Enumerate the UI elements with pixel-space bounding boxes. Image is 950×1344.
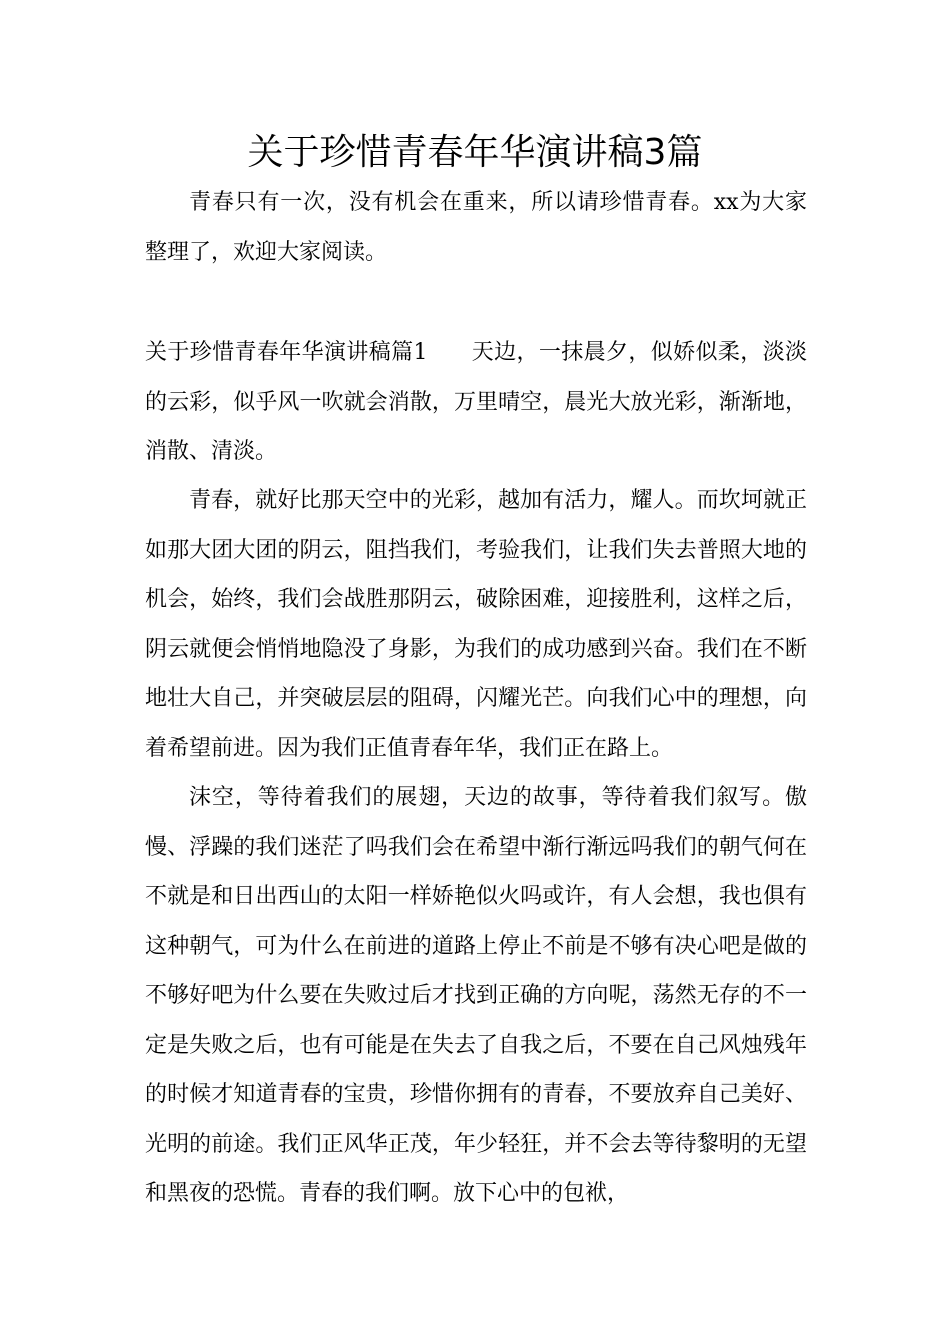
- section-heading: 关于珍惜青春年华演讲稿篇1: [145, 340, 428, 365]
- intro-paragraph: 青春只有一次，没有机会在重来，所以请珍惜青春。xx为大家整理了，欢迎大家阅读。: [145, 190, 807, 265]
- body-paragraph-3: 沫空，等待着我们的展翅，天边的故事，等待着我们叙写。傲慢、浮躁的我们迷茫了吗我们会在希望中渐行渐远吗我们的朝气何在不就是和日出西山的太阳一样娇艳似火吗或许，有人会想，我也俱有这种朝气，可为什么在前进的道路上停止不前是不够有决心吧是做的不够好吧为什么要在失败过后才找到正确的方向呢，荡然无存的不一定是失败之后，也有可能是在失去了自我之后，不要在自己风烛残年的时候才知道青春的宝贵，珍惜你拥有的青春，不要放弃自己美好、光明的前途。我们正风华正茂，年少轻狂，并不会去等待黎明的无望和黑夜的恐慌。青春的我们啊。放下心中的包袱，: [145, 785, 807, 1206]
- document-title: 关于珍惜青春年华演讲稿3篇: [247, 132, 703, 173]
- section-1-first-paragraph: 天边，一抹晨夕，似娇似柔，淡淡的云彩，似乎风一吹就会消散，万里晴空，晨光大放光彩，渐渐地，消散、清淡。: [145, 340, 807, 464]
- section-1-paragraph: [145, 328, 807, 477]
- body-paragraph-2: 青春，就好比那天空中的光彩，越加有活力，耀人。而坎坷就正如那大团大团的阴云，阻挡我们，考验我们，让我们失去普照大地的机会，始终，我们会战胜那阴云，破除困难，迎接胜利，这样之后，阴云就便会悄悄地隐没了身影，为我们的成功感到兴奋。我们在不断地壮大自己，并突破层层的阻碍，闪耀光芒。向我们心中的理想，向着希望前进。因为我们正值青春年华，我们正在路上。: [145, 488, 807, 761]
